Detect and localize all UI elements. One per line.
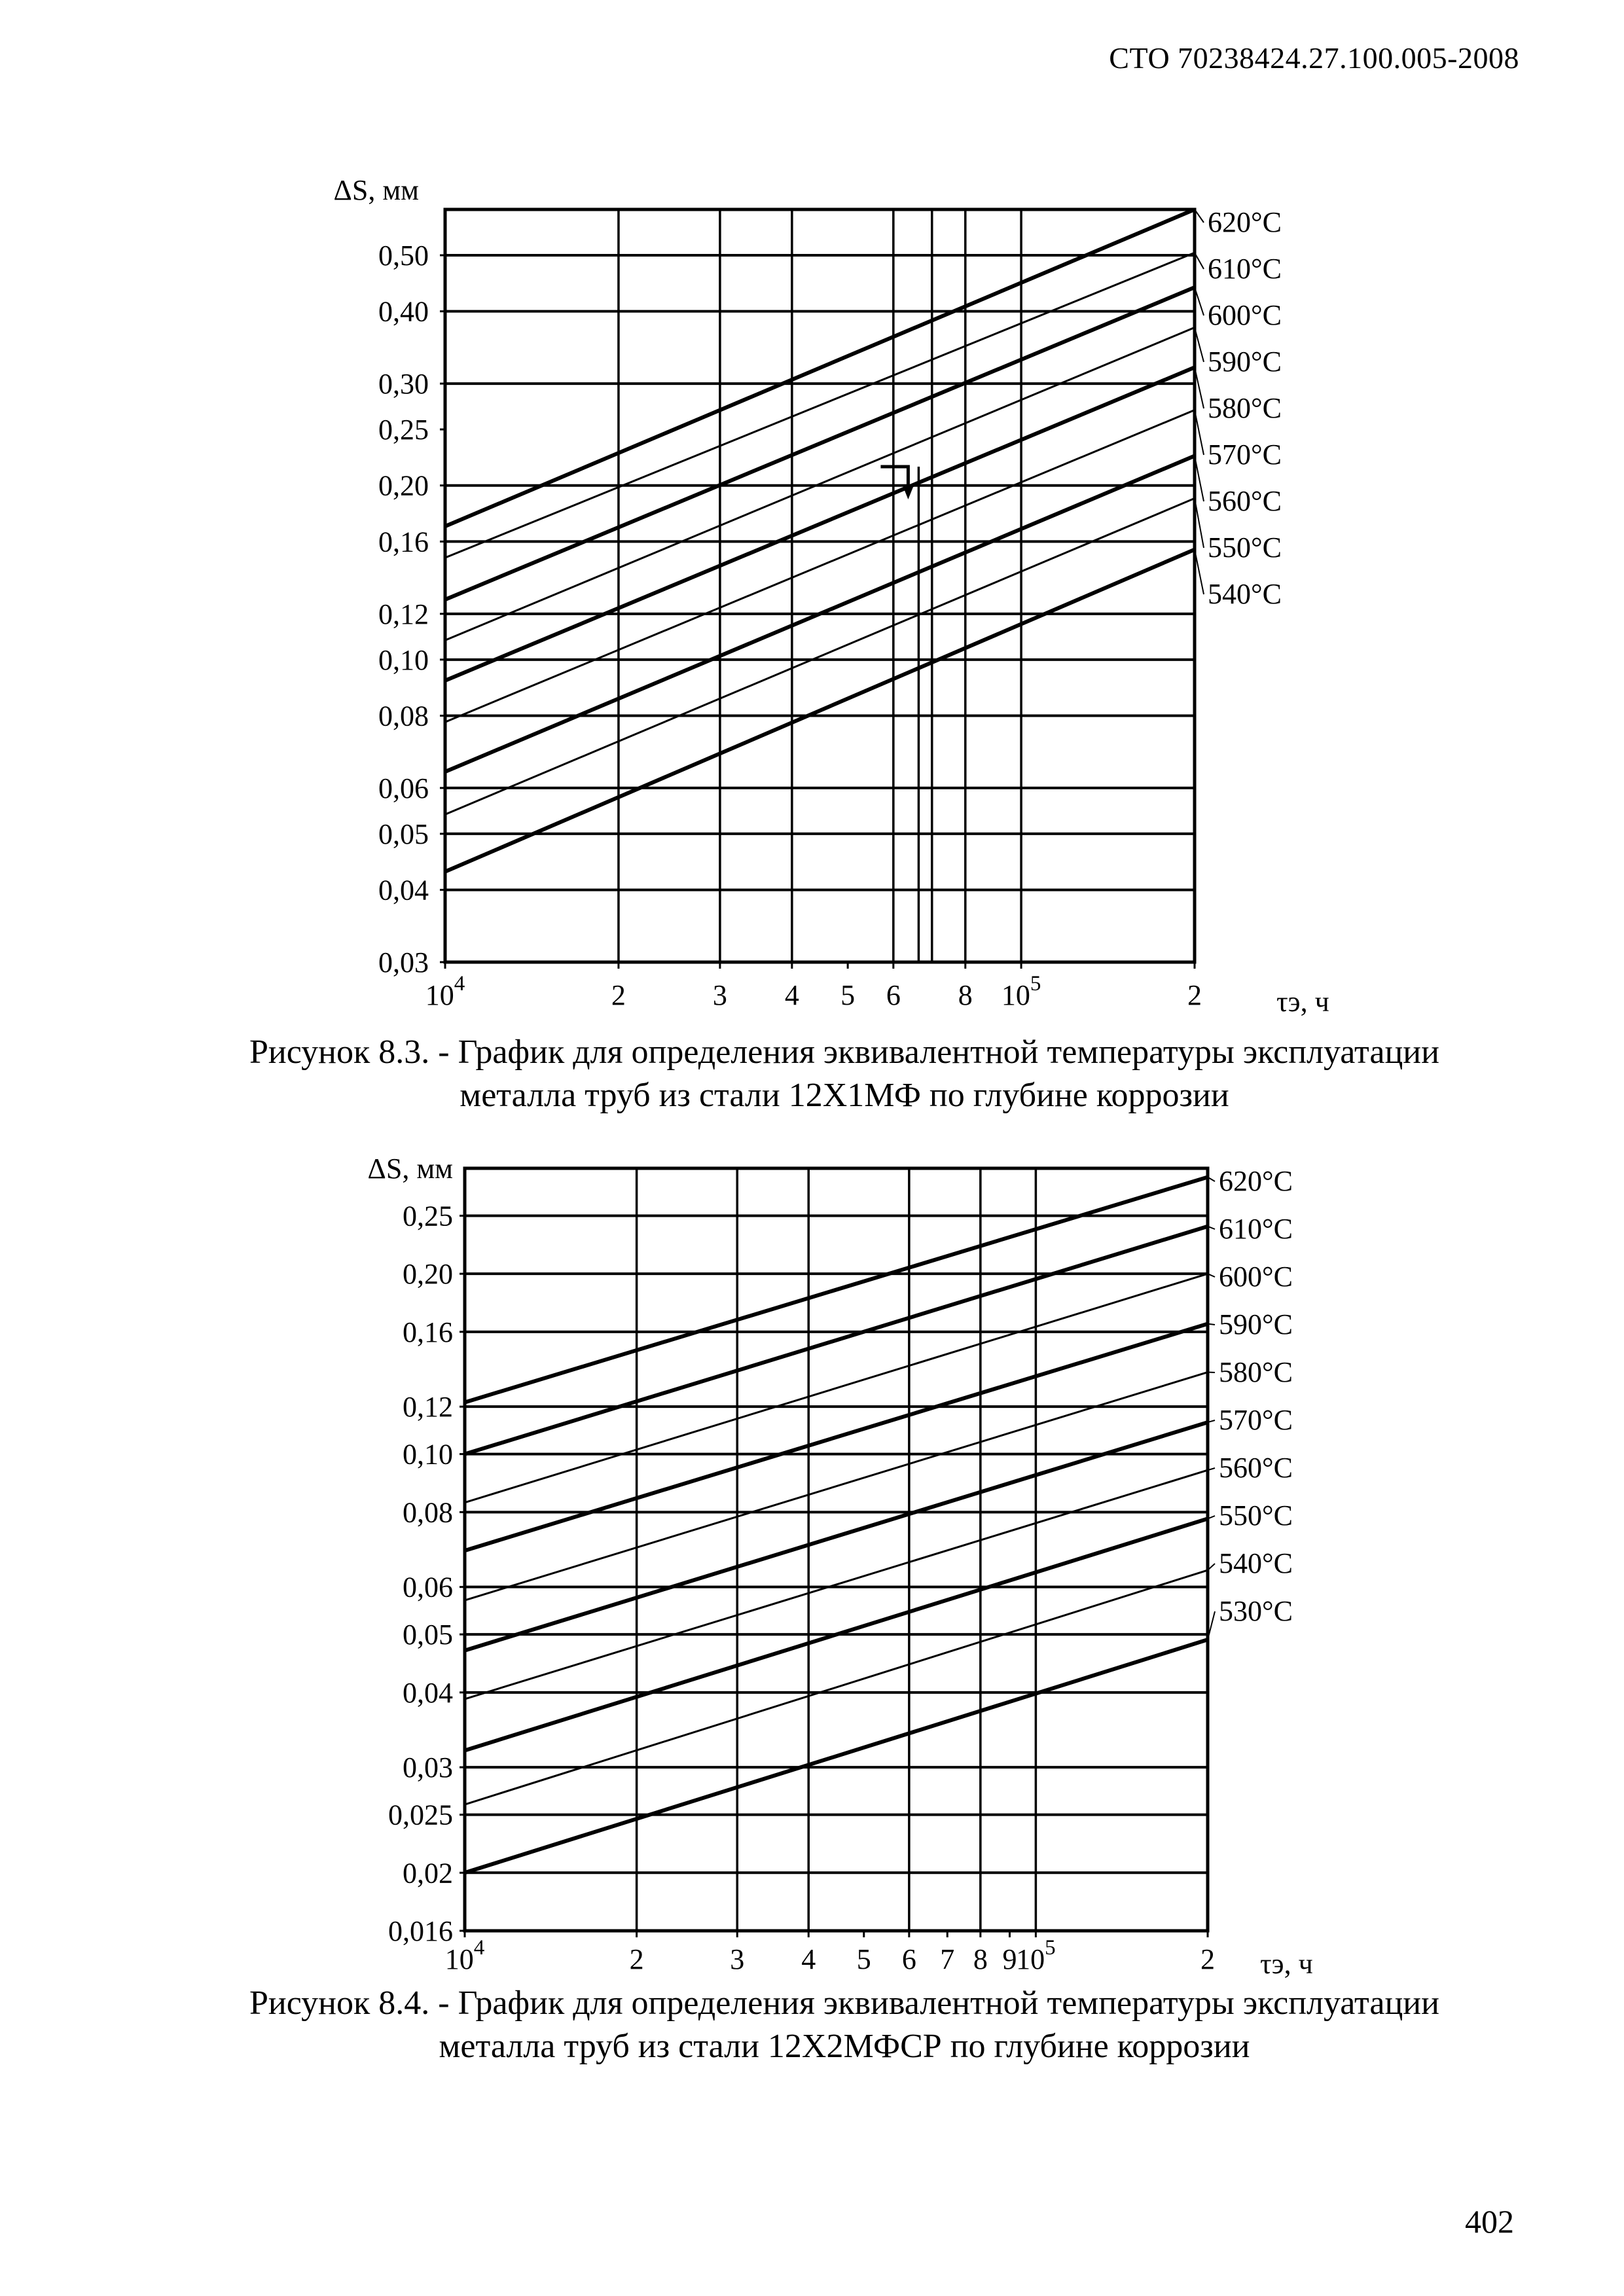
series-line — [465, 1177, 1208, 1402]
y-tick-label: 0,10 — [378, 643, 429, 676]
series-line — [465, 1422, 1208, 1651]
series-line — [445, 367, 1195, 681]
x-axis-title: τэ, ч — [1276, 986, 1329, 1018]
figure-caption-8-4 — [131, 1982, 1558, 2068]
y-tick-label: 0,025 — [388, 1799, 453, 1831]
x-tick-label: 7 — [940, 1943, 955, 1975]
y-tick-label: 0,25 — [403, 1200, 453, 1232]
x-tick-label: 2 — [1187, 979, 1202, 1011]
y-tick-label: 0,40 — [378, 295, 429, 328]
y-tick-label: 0,16 — [378, 526, 429, 558]
series-line — [465, 1274, 1208, 1503]
y-tick-label: 0,03 — [403, 1751, 453, 1784]
x-tick-label: 3 — [712, 979, 727, 1011]
y-tick-label: 0,04 — [378, 874, 429, 906]
series-label: 550°C — [1208, 531, 1282, 564]
y-tick-label: 0,12 — [378, 598, 429, 630]
series-line — [465, 1640, 1208, 1873]
series-line — [465, 1470, 1208, 1699]
series-label: 580°C — [1208, 392, 1282, 424]
series-line — [445, 410, 1195, 723]
series-line — [445, 287, 1195, 600]
x-tick-label: 2 — [1200, 1943, 1215, 1975]
y-tick-label: 0,16 — [403, 1316, 453, 1348]
series-label: 580°C — [1219, 1356, 1293, 1388]
y-tick-label: 0,05 — [378, 817, 429, 850]
series-line — [445, 209, 1195, 526]
plot-frame — [445, 209, 1195, 962]
y-tick-label: 0,02 — [403, 1857, 453, 1890]
series-label: 540°C — [1219, 1547, 1293, 1579]
series-label: 570°C — [1219, 1404, 1293, 1436]
series-label: 530°C — [1219, 1595, 1293, 1627]
x-tick-label: 9 — [1002, 1943, 1017, 1975]
y-axis-title: ΔS, мм — [333, 174, 419, 206]
y-axis-title: ΔS, мм — [367, 1153, 453, 1185]
y-tick-label: 0,016 — [388, 1915, 453, 1947]
page-number: 402 — [1465, 2203, 1514, 2240]
x-tick-label: 5 — [856, 1943, 871, 1975]
y-tick-label: 0,08 — [403, 1496, 453, 1529]
y-tick-label: 0,25 — [378, 414, 429, 446]
x-tick-label: 8 — [958, 979, 973, 1011]
series-label: 610°C — [1208, 253, 1282, 285]
plot-frame — [465, 1168, 1208, 1931]
series-label: 540°C — [1208, 578, 1282, 610]
series-line — [465, 1227, 1208, 1454]
y-tick-label: 0,20 — [403, 1258, 453, 1291]
x-tick-label: 4 — [801, 1943, 816, 1975]
series-label: 610°C — [1219, 1213, 1293, 1245]
x-tick-label: 6 — [901, 1943, 916, 1975]
caption-line: Рисунок 8.3. - График для определения эквивалентной температуры эксплуатации — [249, 1033, 1439, 1071]
series-line — [445, 498, 1195, 814]
x-tick-label: 4 — [784, 979, 799, 1011]
caption-line: металла труб из стали 12Х2МФСР по глубине коррозии — [439, 2028, 1250, 2065]
series-label: 560°C — [1208, 485, 1282, 517]
series-label-leader — [1208, 1324, 1215, 1325]
caption-line: металла труб из стали 12Х1МФ по глубине коррозии — [460, 1077, 1229, 1114]
x-tick-label: 8 — [973, 1943, 988, 1975]
series-line — [445, 550, 1195, 872]
y-tick-label: 0,30 — [378, 368, 429, 401]
series-label: 590°C — [1219, 1308, 1293, 1340]
caption-line: Рисунок 8.4. - График для определения эквивалентной температуры эксплуатации — [249, 1984, 1439, 2022]
y-tick-label: 0,50 — [378, 239, 429, 272]
y-tick-label: 0,20 — [378, 469, 429, 502]
y-tick-label: 0,06 — [378, 772, 429, 804]
series-label: 620°C — [1219, 1165, 1293, 1197]
figure-caption-8-3 — [131, 1031, 1558, 1117]
series-line — [465, 1570, 1208, 1804]
annotation-arrowhead — [903, 486, 913, 499]
y-tick-label: 0,10 — [403, 1438, 453, 1471]
series-label: 600°C — [1208, 299, 1282, 331]
series-line — [445, 253, 1195, 558]
x-tick-label: 2 — [629, 1943, 644, 1975]
chart-12x1mf — [334, 174, 1329, 1018]
series-label: 560°C — [1219, 1452, 1293, 1484]
y-tick-label: 0,04 — [403, 1676, 453, 1709]
x-axis-title: τэ, ч — [1260, 1948, 1313, 1980]
y-tick-label: 0,06 — [403, 1571, 453, 1604]
y-tick-label: 0,08 — [378, 700, 429, 732]
x-tick-label: 5 — [840, 979, 856, 1011]
series-line — [465, 1324, 1208, 1551]
x-tick-label: $10^5$ — [1016, 1936, 1056, 1975]
series-label: 590°C — [1208, 346, 1282, 378]
series-label: 620°C — [1208, 206, 1282, 238]
x-tick-label: 2 — [611, 979, 626, 1011]
y-tick-label: 0,12 — [403, 1391, 453, 1424]
x-tick-label: 6 — [886, 979, 901, 1011]
x-tick-label: $10^4$ — [425, 972, 465, 1011]
series-label: 570°C — [1208, 439, 1282, 471]
series-label: 550°C — [1219, 1499, 1293, 1532]
chart-12x2mfsr — [368, 1153, 1313, 1980]
x-tick-label: $10^5$ — [1001, 972, 1041, 1011]
y-tick-label: 0,03 — [378, 946, 429, 978]
series-line — [445, 327, 1195, 640]
x-tick-label: $10^4$ — [444, 1936, 485, 1975]
x-tick-label: 3 — [730, 1943, 745, 1975]
document-code: СТО 70238424.27.100.005-2008 — [1109, 41, 1519, 75]
series-label: 600°C — [1219, 1261, 1293, 1293]
y-tick-label: 0,05 — [403, 1619, 453, 1651]
